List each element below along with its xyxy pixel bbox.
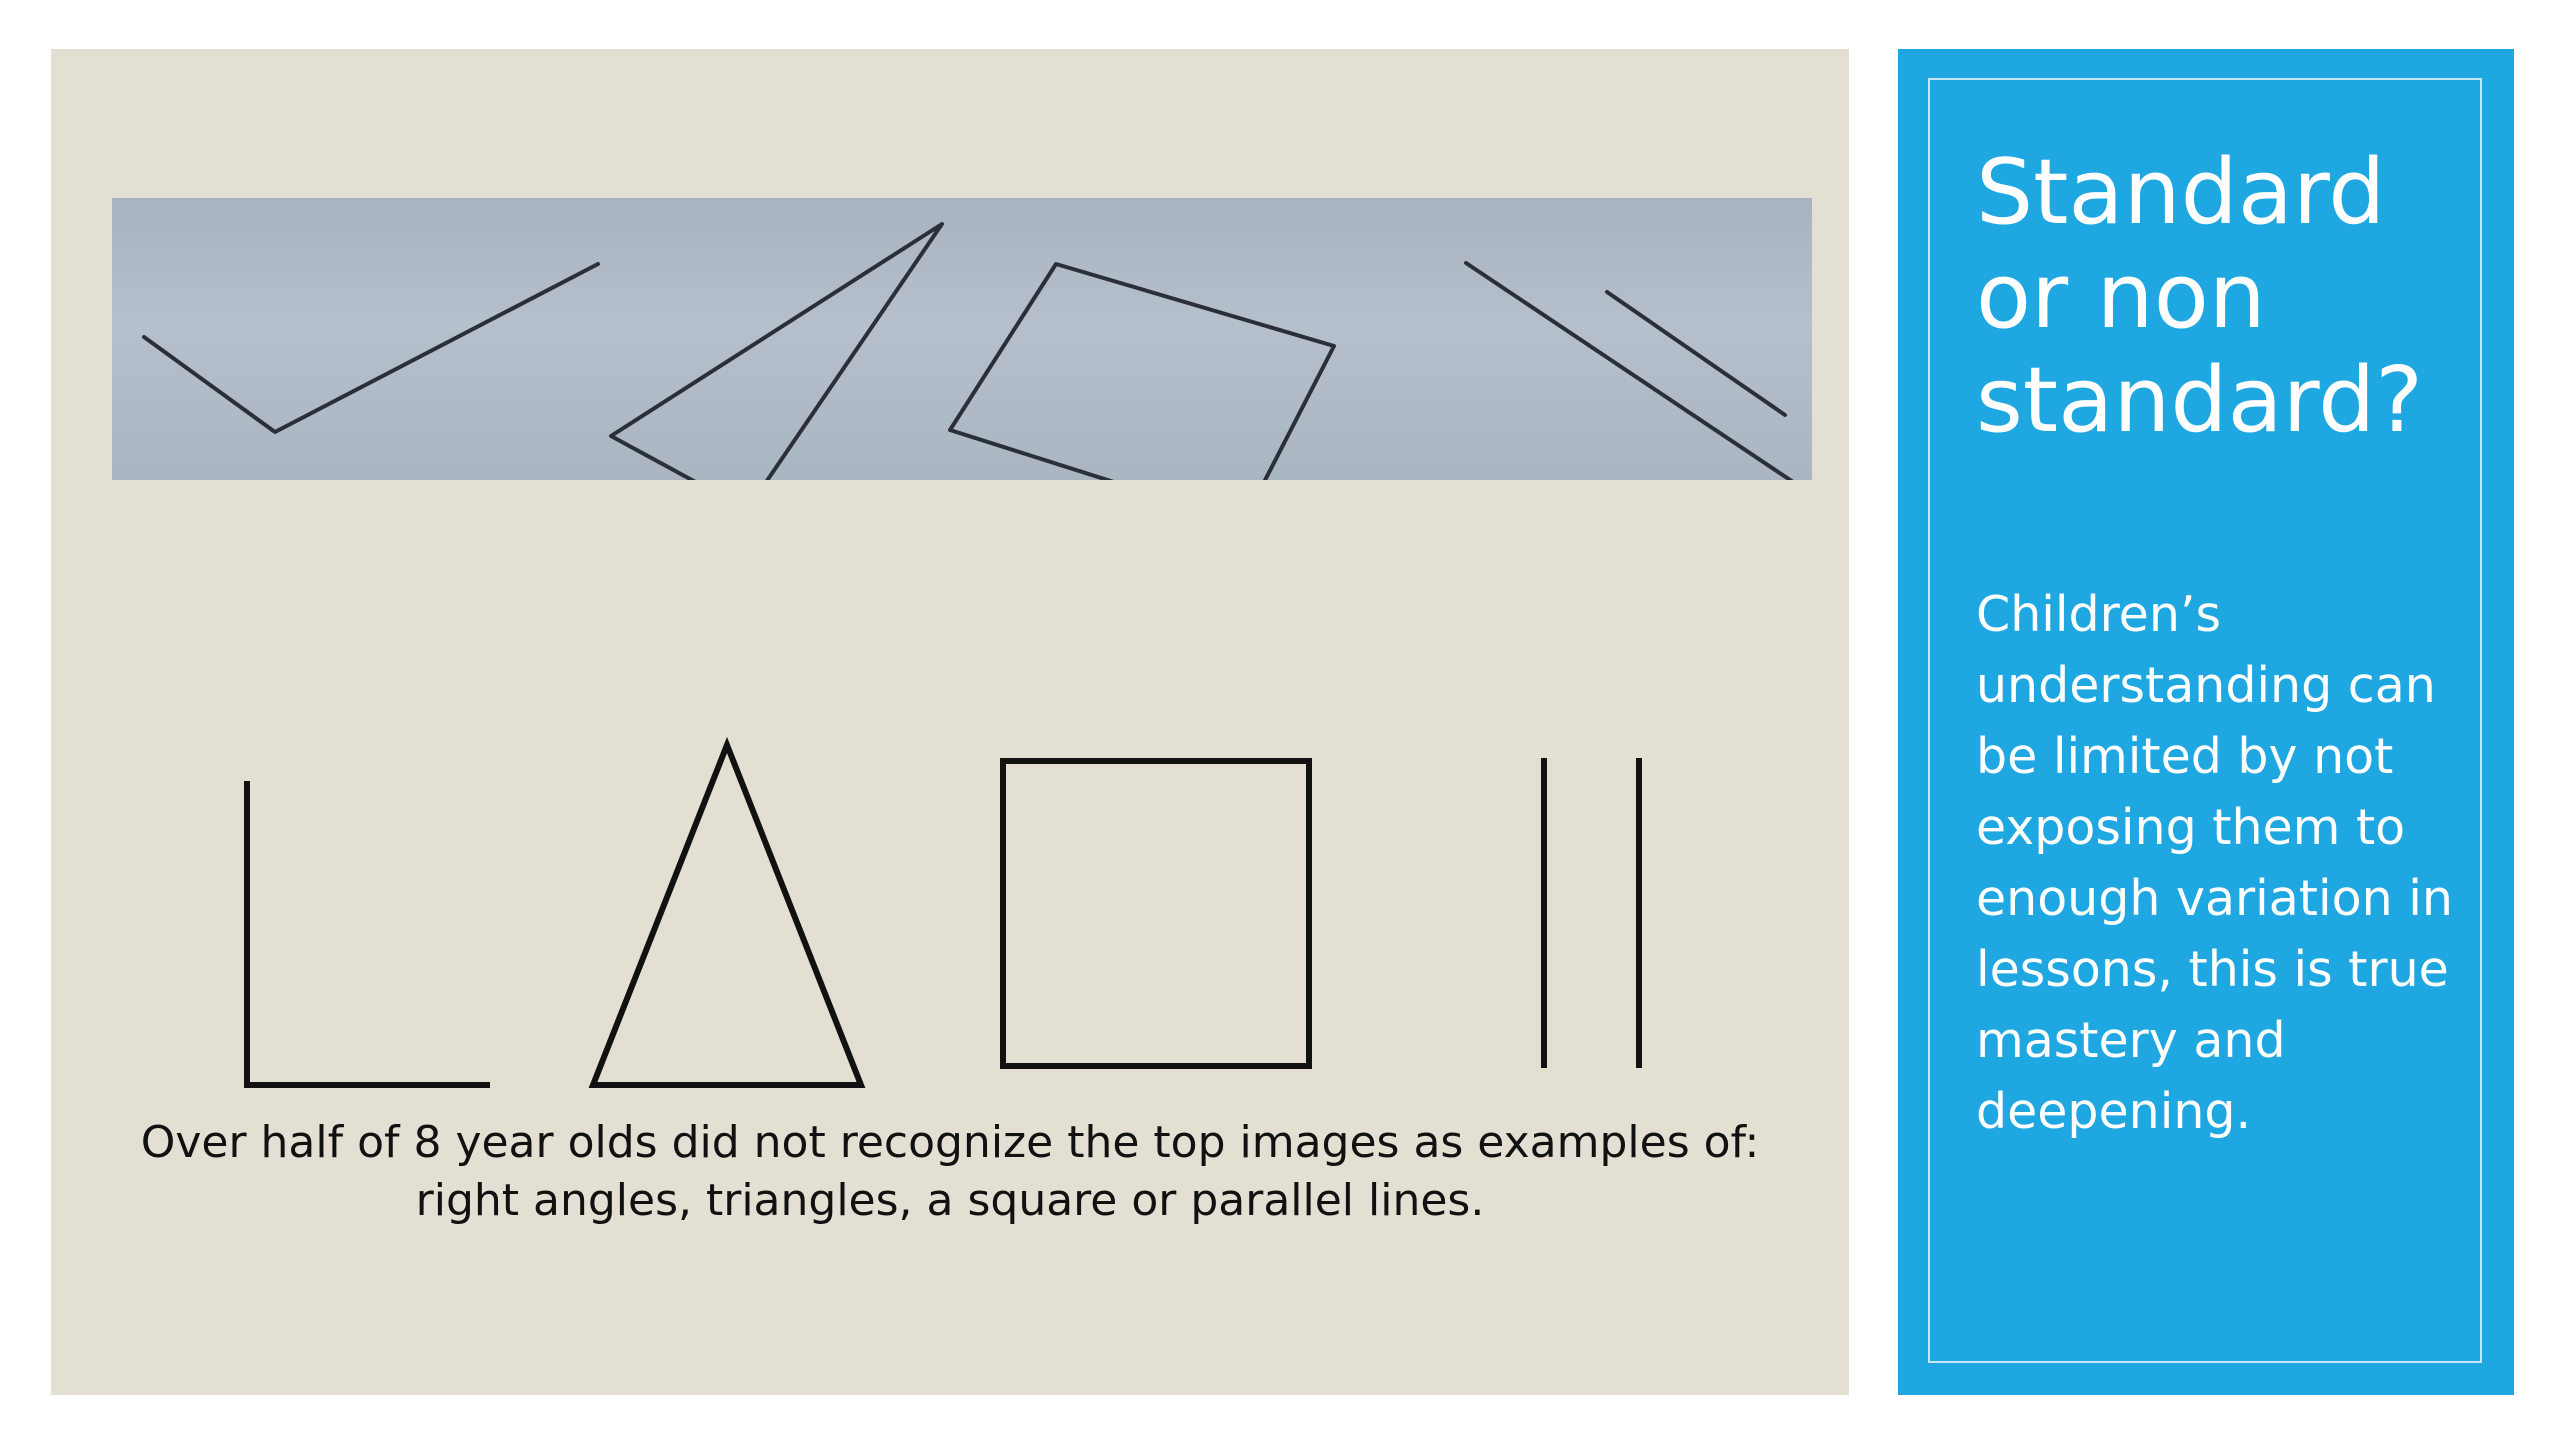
sidebar-body: Children’s understanding can be limited by not exposing them to enough variation in lessons, this is true mastery and deepening. [1976,586,2453,1140]
diagonal-line-long [1466,263,1812,480]
rotated-right-angle [144,264,598,432]
sidebar-panel [1898,49,2514,1395]
upright-square [1003,761,1309,1066]
rotated-square [950,264,1334,480]
nonstandard-shapes-photo [112,198,1812,480]
nonstandard-shapes-drawing [112,198,1812,480]
upright-triangle [593,745,861,1085]
rotated-triangle [611,224,942,480]
sidebar-title: Standard or non standard? [1976,140,2423,453]
content-panel [51,49,1849,1395]
standard-shapes [51,649,1849,1109]
upright-right-angle [247,784,487,1085]
diagonal-line-short [1607,292,1785,415]
caption-text: Over half of 8 year olds did not recognize the top images as examples of: right angles, triangles, a square or parallel lines. [140,1117,1760,1226]
standard-shapes-drawing [51,649,1849,1109]
